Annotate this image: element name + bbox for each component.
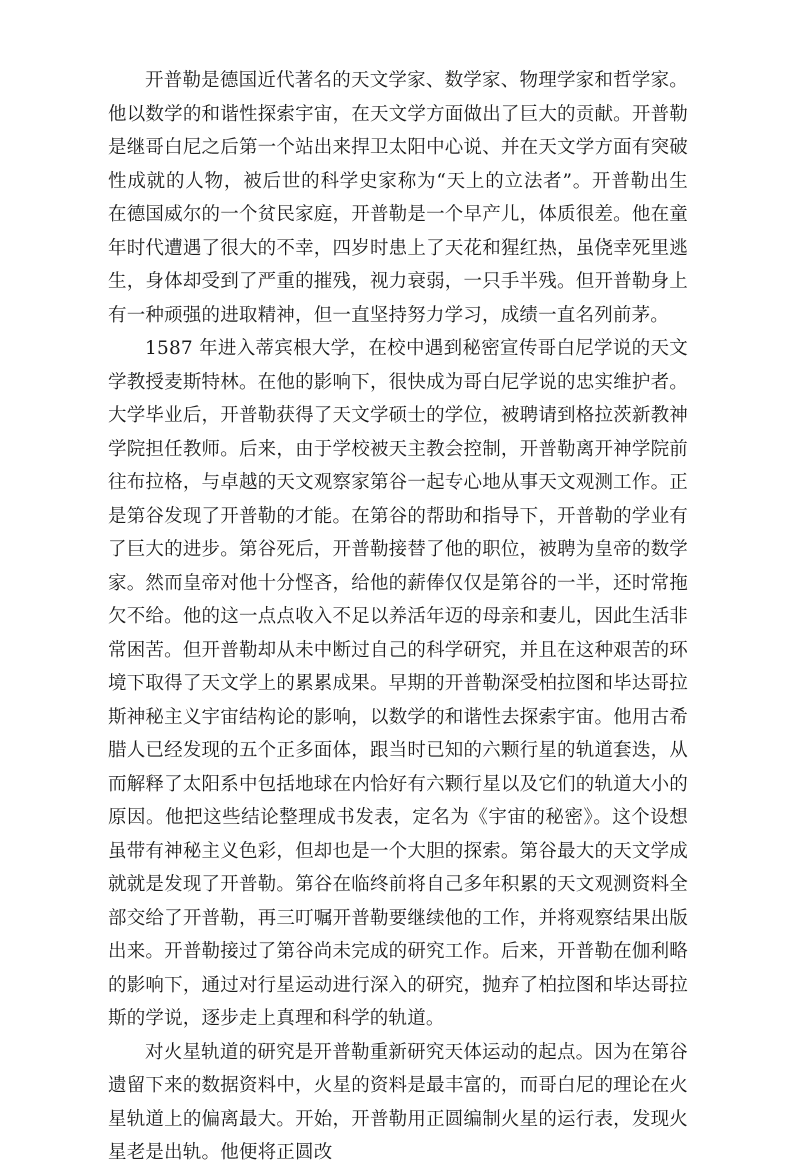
document-body [108, 64, 688, 1170]
paragraph-3: 对火星轨道的研究是开普勒重新研究天体运动的起点。因为在第谷遗留下来的数据资料中，火星的资料是最丰富的，而哥白尼的理论在火星轨道上的偏离最大。开始，开普勒用正圆编制火星的运行表，发现火星老是出轨。他便将正圆改 [108, 1041, 688, 1163]
paragraph-1: 开普勒是德国近代著名的天文学家、数学家、物理学家和哲学家。他以数学的和谐性探索宇宙，在天文学方面做出了巨大的贡献。开普勒是继哥白尼之后第一个站出来捍卫太阳中心说、并在天文学方面有突破性成就的人物，被后世的科学史家称为“天上的立法者”。开普勒出生在德国威尔的一个贫民家庭，开普勒是一个早产儿，体质很差。他在童年时代遭遇了很大的不幸，四岁时患上了天花和猩红热，虽侥幸死里逃生，身体却受到了严重的摧残，视力衰弱，一只手半残。但开普勒身上有一种顽强的进取精神，但一直坚持努力学习，成绩一直名列前茅。 [108, 70, 688, 326]
paragraph-2: 1587 年进入蒂宾根大学，在校中遇到秘密宣传哥白尼学说的天文学教授麦斯特林。在他的影响下，很快成为哥白尼学说的忠实维护者。大学毕业后，开普勒获得了天文学硕士的学位，被聘请到格拉茨新教神学院担任教师。后来，由于学校被天主教会控制，开普勒离开神学院前往布拉格，与卓越的天文观察家第谷一起专心地从事天文观测工作。正是第谷发现了开普勒的才能。在第谷的帮助和指导下，开普勒的学业有了巨大的进步。第谷死后，开普勒接替了他的职位，被聘为皇帝的数学家。然而皇帝对他十分悭吝，给他的薪俸仅仅是第谷的一半，还时常拖欠不给。他的这一点点收入不足以养活年迈的母亲和妻儿，因此生活非常困苦。但开普勒却从未中断过自己的科学研究，并且在这种艰苦的环境下取得了天文学上的累累成果。早期的开普勒深受柏拉图和毕达哥拉斯神秘主义宇宙结构论的影响，以数学的和谐性去探索宇宙。他用古希腊人已经发现的五个正多面体，跟当时已知的六颗行星的轨道套迭，从而解释了太阳系中包括地球在内恰好有六颗行星以及它们的轨道大小的原因。他把这些结论整理成书发表，定名为《宇宙的秘密》。这个设想虽带有神秘主义色彩，但却也是一个大胆的探索。第谷最大的天文学成就就是发现了开普勒。第谷在临终前将自己多年积累的天文观测资料全部交给了开普勒，再三叮嘱开普勒要继续他的工作，并将观察结果出版出来。开普勒接过了第谷尚未完成的研究工作。后来，开普勒在伽利略的影响下，通过对行星运动进行深入的研究，抛弃了柏拉图和毕达哥拉斯的学说，逐步走上真理和科学的轨道。 [108, 338, 688, 1029]
